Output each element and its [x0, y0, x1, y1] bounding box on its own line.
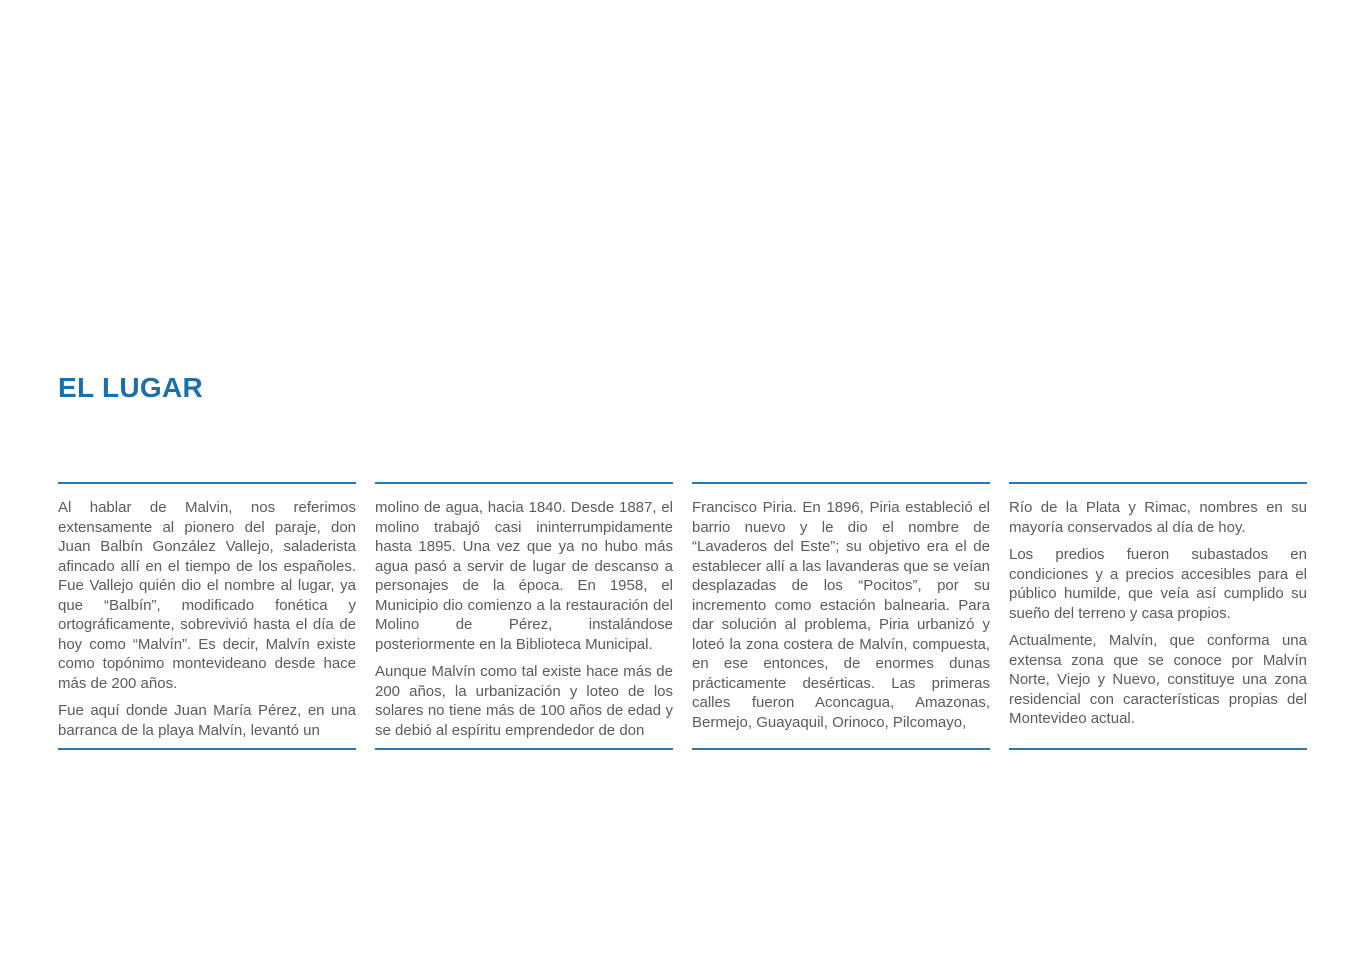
column-3-paragraph-1: Francisco Piria. En 1896, Piria estableció el barrio nuevo y le dio el nombre de “Lavaderos del Este”; su objetivo era el de establecer allí a las lavanderas que se veían desplazadas de los “Pocitos”, por su incremento como estación balnearia. Para dar solución al problema, Piria urbanizó y loteó la zona costera de Malvín, compuesta, en ese entonces, de enormes dunas prácticamente desérticas. Las primeras calles fueron Aconcagua, Amazonas, Bermejo, Guayaquil, Orinoco, Pilcomayo,	[692, 499, 990, 731]
column-2-paragraph-2: Aunque Malvín como tal existe hace más de 200 años, la urbanización y loteo de los solares no tiene más de 100 años de edad y se debió al espíritu emprendedor de don	[375, 663, 673, 739]
column-4-paragraph-2: Los predios fueron subastados en condiciones y a precios accesibles para el público humilde, que veía así cumplido su sueño del terreno y casa propios.	[1009, 546, 1307, 622]
column-1-paragraph-2: Fue aquí donde Juan María Pérez, en una barranca de la playa Malvín, levantó un	[58, 702, 356, 739]
text-column-2	[375, 482, 673, 750]
column-1-paragraph-1: Al hablar de Malvin, nos referimos extensamente al pionero del paraje, don Juan Balbín González Vallejo, saladerista afincado allí en el tiempo de los españoles. Fue Vallejo quién dio el nombre al lugar, ya que “Balbín”, modificado fonética y ortográficamente, sobrevivió hasta el día de hoy como “Malvín”. Es decir, Malvín existe como topónimo montevideano desde hace más de 200 años.	[58, 499, 356, 692]
column-4-paragraph-1: Río de la Plata y Rimac, nombres en su mayoría conservados al día de hoy.	[1009, 499, 1307, 536]
column-2-paragraph-1: molino de agua, hacia 1840. Desde 1887, el molino trabajó casi ininterrumpidamente hasta 1895. Una vez que ya no hubo más agua pasó a servir de lugar de descanso a personajes de la época. En 1958, el Municipio dio comienzo a la restauración del Molino de Pérez, instalándose posteriormente en la Biblioteca Municipal.	[375, 499, 673, 653]
text-column-4	[1009, 482, 1307, 750]
text-column-3	[692, 482, 990, 750]
section-title: EL LUGAR	[58, 372, 203, 403]
column-4-paragraph-3: Actualmente, Malvín, que conforma una extensa zona que se conoce por Malvín Norte, Viejo y Nuevo, constituye una zona residencial con características propias del Montevideo actual.	[1009, 632, 1307, 727]
text-column-1	[58, 482, 356, 750]
